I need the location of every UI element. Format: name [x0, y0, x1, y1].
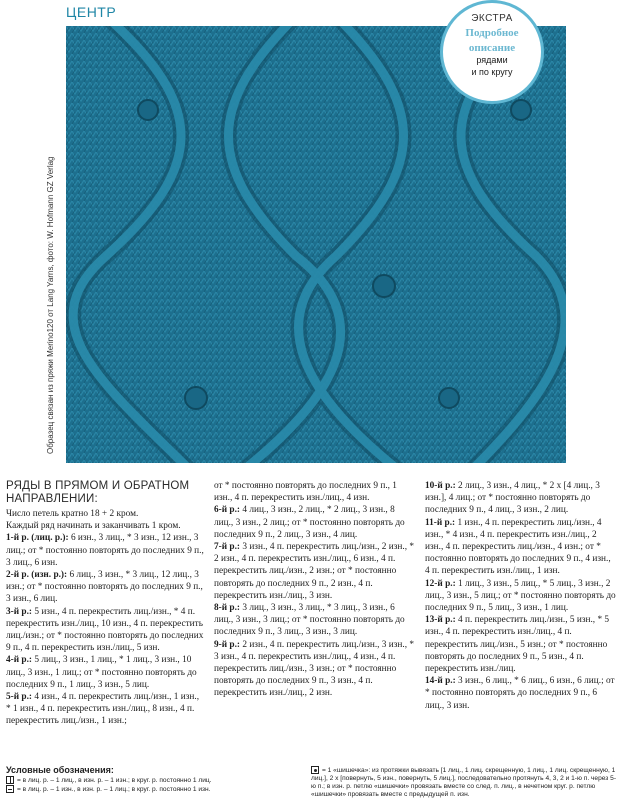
legend-item-purl: = в лиц. р. – 1 изн., в изн. р. – 1 лиц.; в круг. р. постоянно 1 изн.	[6, 785, 306, 794]
instructions-column-2	[214, 480, 416, 700]
badge-detail-a: Подробное	[465, 27, 519, 39]
photo-credit: Образец связан из пряжи Merino120 от Lang Yarns, фото: W. Hofmann GZ Verlag	[46, 156, 55, 454]
row-12: 12-й р.: 1 лиц., 3 изн., 5 лиц., * 5 лиц., 3 изн., 2 лиц., 3 изн., 5 лиц.; от * постоянно повторять до последних 9 п., 5 лиц., 3 изн., 1 лиц.	[425, 578, 616, 614]
badge-label: ЭКСТРА	[471, 13, 513, 24]
row-10: 10-й р.: 2 лиц., 3 изн., 4 лиц., * 2 х [4 лиц., 3 изн.], 4 лиц.; от * постоянно повторять до последних 9 п., 4 лиц., 3 изн., 2 лиц.	[425, 481, 600, 516]
row-5: 5-й р.: 4 изн., 4 п. перекрестить лиц./изн., 1 изн., * 1 изн., 4 п. перекрестить изн./лиц., 8 изн., 4 п. перекрестить лиц./изн., 1 изн.;	[6, 692, 200, 727]
badge-rows: рядами	[476, 55, 508, 65]
intro-line: Каждый ряд начинать и заканчивать 1 кром.	[6, 521, 181, 532]
row-6: 6-й р.: 4 лиц., 3 изн., 2 лиц., * 2 лиц., 3 изн., 8 лиц., 3 изн., 2 лиц.; от * постоянно повторять до последних 9 п., 2 лиц., 3 изн., 4 лиц.	[214, 505, 405, 540]
row-5-continued: от * постоянно повторять до последних 9 п., 1 изн., 4 п. перекрестить изн./лиц., 4 изн.	[214, 481, 397, 504]
row-2: 2-й р. (изн. р.): 6 лиц., 3 изн., * 3 лиц., 12 лиц., 3 изн.; от * постоянно повторять до последних 9 п., 3 изн., 6 лиц.	[6, 570, 203, 605]
row-1: 1-й р. (лиц. р.): 6 изн., 3 лиц., * 3 изн., 12 изн., 3 лиц.; от * постоянно повторять до последних 9 п., 3 лиц., 6 изн.	[6, 533, 204, 568]
extra-badge	[440, 0, 544, 104]
row-9: 9-й р.: 2 изн., 4 п. перекрестить лиц./изн., 3 изн., * 3 изн., 4 п. перекрестить изн./лиц., 4 изн., 4 п. перекрестить лиц./изн., 3 изн.; от * постоянно повторять до последних 9 п., 3 изн., 4 п. перекрестить изн./лиц., 2 изн.	[214, 639, 415, 699]
legend-title: Условные обозначения:	[6, 765, 114, 775]
badge-round: и по кругу	[471, 67, 513, 77]
legend-right	[311, 766, 616, 799]
row-7: 7-й р.: 3 изн., 4 п. перекрестить лиц./изн., 2 изн., * 2 изн., 4 п. перекрестить изн./лиц., 6 изн., 4 п. перекрестить лиц./изн., 2 изн.; от * постоянно повторять до последних 9 п., 2 изн., 4 п. перекрестить изн./лиц., 3 изн.	[214, 542, 415, 601]
bobble-symbol-icon	[311, 766, 319, 774]
instructions-column-1	[6, 480, 206, 728]
row-3: 3-й р.: 5 изн., 4 п. перекрестить лиц./изн., * 4 п. перекрестить изн./лиц., 10 изн., 4 п. перекрестить лиц./изн.; от * постоянно повторять до последних 9 п., 4 п. перекрестить изн./лиц., 5 изн.	[6, 606, 204, 654]
row-11: 11-й р.: 1 изн., 4 п. перекрестить лиц./изн., 4 изн., * 4 изн., 4 п. перекрестить изн./лиц., 2 изн., 4 п. перекрестить лиц./изн., 4 изн.; от * постоянно повторять до последних 9 п., 4 изн., 4 п. перекрестить изн./лиц., 1 изн.	[425, 517, 611, 577]
purl-symbol-icon	[6, 785, 14, 793]
instructions-column-3	[425, 480, 617, 712]
legend-item-bobble: = 1 «шишечка»: из протяжки вывязать [1 лиц., 1 лиц. скрещенную, 1 лиц., 1 лиц. скрещенную, 1 лиц.], 2 х [повернуть, 5 изн., повернуть, 5 лиц.], последовательно протянуть 4, 3, 2 и 1-ю п. через 5-ю п.; в изн. р. петлю «шишечки» провязать вместе со след. п. лиц., в нечетном круг. р. петлю «шишечки» провязать вместе с предыдущей п. изн.	[311, 766, 617, 798]
knit-symbol-icon	[6, 776, 14, 784]
legend-item-knit: = в лиц. р. – 1 лиц., в изн. р. – 1 изн.; в круг. р. постоянно 1 лиц.	[6, 776, 306, 785]
page-title: ЦЕНТР	[66, 4, 117, 20]
row-13: 13-й р.: 4 п. перекрестить лиц./изн., 5 изн., * 5 изн., 4 п. перекрестить изн./лиц., 4 п. перекрестить лиц./изн., 5 изн.; от * постоянно повторять до последних 9 п., 5 изн., 4 п. перекрестить изн./лиц.	[425, 615, 610, 675]
row-4: 4-й р.: 5 лиц., 3 изн., 1 лиц., * 1 лиц., 3 изн., 10 лиц., 3 изн., 1 лиц.; от * постоянно повторять до последних 9 п., 1 лиц., 3 изн., 5 лиц.	[6, 655, 197, 690]
badge-detail-b: описание	[468, 42, 516, 54]
row-8: 8-й р.: 3 лиц., 3 изн., 3 лиц., * 3 лиц., 3 изн., 6 лиц., 3 изн., 3 лиц.; от * постоянно повторять до последних 9 п., 3 лиц., 3 изн., 3 лиц.	[214, 603, 405, 638]
legend-left	[6, 766, 306, 794]
section-title: РЯДЫ В ПРЯМОМ И ОБРАТНОМ НАПРАВЛЕНИИ:	[6, 480, 190, 505]
intro-line: Число петель кратно 18 + 2 кром.	[6, 509, 139, 519]
row-14: 14-й р.: 3 изн., 6 лиц., * 6 лиц., 6 изн., 6 лиц.; от * постоянно повторять до последних 9 п., 6 лиц., 3 изн.	[425, 676, 615, 711]
